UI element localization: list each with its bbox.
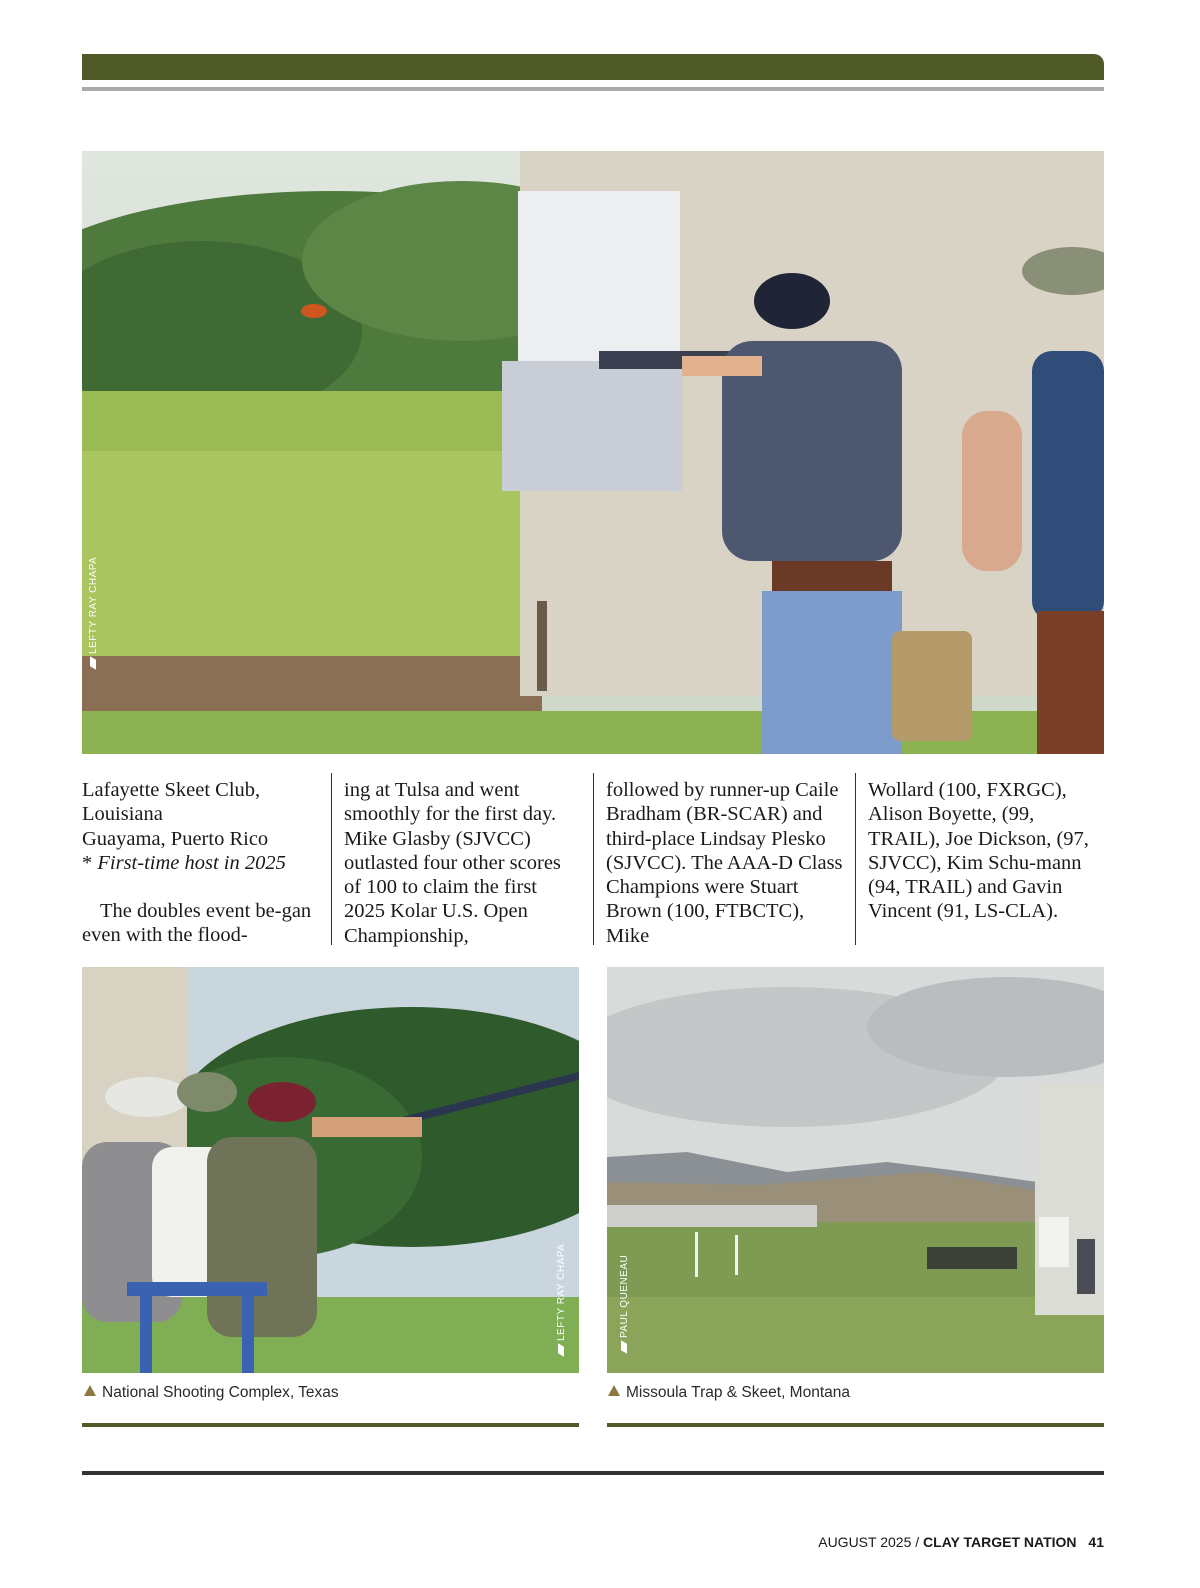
article-column-3 [606,778,844,948]
article-paragraph: The doubles event be-gan even with the flood- [82,900,312,947]
issue-date: AUGUST 2025 [818,1534,912,1550]
header-rule [82,87,1104,91]
caption-rule [607,1423,1104,1427]
photo-national-shooting-complex [82,967,579,1373]
venue-line: Guayama, Puerto Rico [82,827,269,850]
page-number: 41 [1088,1534,1104,1550]
header-band [82,54,1104,80]
column-divider [593,773,594,945]
caption-triangle-icon [84,1385,96,1396]
photo-credit-top: LEFTY RAY CHAPA [88,557,99,668]
caption-rule [82,1423,579,1427]
photo-credit-bottom-right: PAUL QUENEAU [619,1255,630,1352]
caption-bottom-left: National Shooting Complex, Texas [84,1384,339,1402]
photo-skeet-shooter [82,151,1104,754]
article-paragraph: ing at Tulsa and went smoothly for the first day. Mike Glasby (SJVCC) outlasted four other scores of 100 to claim the first 2025 Kolar U.S. Open Championship, [344,779,561,947]
article-column-4 [868,778,1106,924]
photo-credit-bottom-left: LEFTY RAY CHAPA [556,1244,567,1355]
venue-line: Lafayette Skeet Club, [82,779,261,801]
column-divider [331,773,332,945]
article-paragraph: Wollard (100, FXRGC), Alison Boyette, (99, TRAIL), Joe Dickson, (97, SJVCC), Kim Schu-mann (94, TRAIL) and Gavin Vincent (91, LS-CLA). [868,779,1089,923]
column-divider [855,773,856,945]
caption-bottom-right: Missoula Trap & Skeet, Montana [608,1384,850,1402]
first-time-host-note: * First-time host in 2025 [82,851,286,874]
venue-line: Louisiana [82,803,163,826]
article-paragraph: followed by runner-up Caile Bradham (BR-SCAR) and third-place Lindsay Plesko (SJVCC). The AAA-D Class Champions were Stuart Brown (100, FTBCTC), Mike [606,779,843,947]
photo-missoula-trap-skeet [607,967,1104,1373]
article-column-1 [82,778,320,948]
magazine-name: CLAY TARGET NATION [923,1534,1077,1550]
article-column-2 [344,778,582,948]
page-folio: AUGUST 2025 / CLAY TARGET NATION 41 [818,1534,1104,1550]
footer-rule [82,1471,1104,1475]
caption-triangle-icon [608,1385,620,1396]
